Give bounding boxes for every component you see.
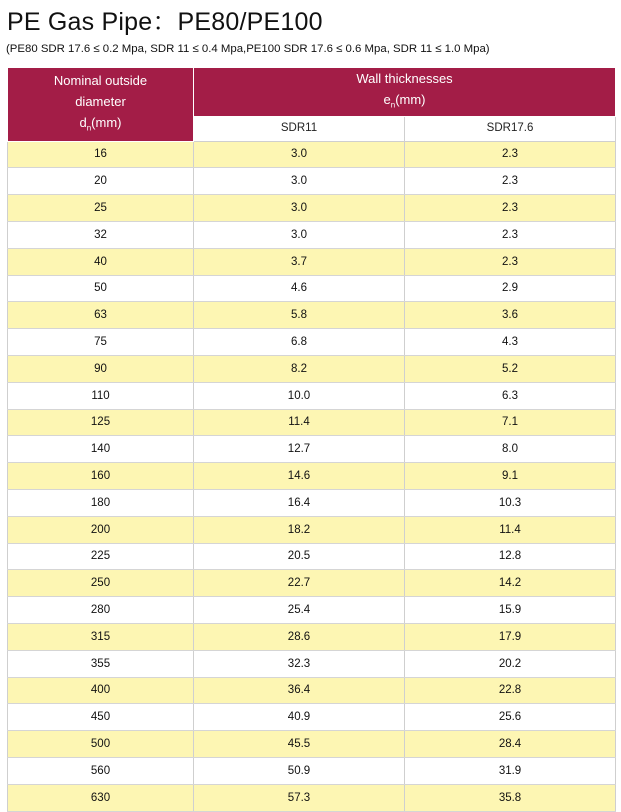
sdr11-cell: 4.6 [194,275,405,302]
nominal-diameter-header-line2: diameter [75,94,126,109]
table-row [8,677,616,704]
sdr11-cell: 50.9 [194,757,405,784]
diameter-cell: 90 [8,355,194,382]
table-row [8,731,616,758]
sdr11-cell: 14.6 [194,463,405,490]
table-row [8,650,616,677]
sdr11-cell: 3.0 [194,221,405,248]
sdr176-cell: 25.6 [405,704,616,731]
diameter-cell: 20 [8,168,194,195]
table-row [8,409,616,436]
table-row [8,784,616,811]
sdr11-cell: 36.4 [194,677,405,704]
table-row [8,704,616,731]
diameter-cell: 280 [8,597,194,624]
sdr11-cell: 28.6 [194,623,405,650]
sdr176-cell: 6.3 [405,382,616,409]
sdr176-cell: 11.4 [405,516,616,543]
diameter-cell: 16 [8,141,194,168]
sdr176-cell: 31.9 [405,757,616,784]
table-row [8,382,616,409]
sdr176-cell: 2.3 [405,168,616,195]
sdr176-cell: 10.3 [405,489,616,516]
diameter-cell: 630 [8,784,194,811]
table-row [8,302,616,329]
diameter-cell: 450 [8,704,194,731]
sdr11-cell: 18.2 [194,516,405,543]
table-row [8,221,616,248]
diameter-cell: 225 [8,543,194,570]
thickness-symbol-subscript: n [390,100,396,110]
diameter-cell: 32 [8,221,194,248]
sdr11-cell: 11.4 [194,409,405,436]
diameter-cell: 355 [8,650,194,677]
sdr11-cell: 5.8 [194,302,405,329]
sdr11-cell: 16.4 [194,489,405,516]
sdr11-cell: 25.4 [194,597,405,624]
diameter-cell: 50 [8,275,194,302]
sdr176-cell: 3.6 [405,302,616,329]
sdr11-cell: 32.3 [194,650,405,677]
sdr11-cell: 6.8 [194,329,405,356]
diameter-cell: 40 [8,248,194,275]
thickness-symbol: e [383,92,391,107]
sdr11-header: SDR11 [194,116,405,141]
wall-thickness-header-unit [194,89,615,116]
diameter-cell: 400 [8,677,194,704]
thickness-unit: (mm) [395,92,426,107]
table-row [8,168,616,195]
diameter-cell: 140 [8,436,194,463]
sdr176-cell: 7.1 [405,409,616,436]
diameter-cell: 315 [8,623,194,650]
sdr11-cell: 3.0 [194,141,405,168]
table-row [8,543,616,570]
sdr176-cell: 2.3 [405,248,616,275]
sdr176-cell: 22.8 [405,677,616,704]
diameter-cell: 200 [8,516,194,543]
sdr11-cell: 45.5 [194,731,405,758]
table-row [8,275,616,302]
diameter-cell: 63 [8,302,194,329]
table-row [8,248,616,275]
wall-thickness-header-label: Wall thicknesses [356,71,453,86]
sdr11-cell: 3.0 [194,168,405,195]
wall-thickness-table [7,67,616,812]
diameter-cell: 250 [8,570,194,597]
sdr176-cell: 14.2 [405,570,616,597]
table-row [8,516,616,543]
diameter-cell: 75 [8,329,194,356]
sdr176-cell: 2.3 [405,141,616,168]
sdr176-cell: 28.4 [405,731,616,758]
sdr176-cell: 12.8 [405,543,616,570]
sdr11-cell: 12.7 [194,436,405,463]
nominal-diameter-header [8,68,194,142]
sdr11-cell: 3.0 [194,195,405,222]
diameter-cell: 25 [8,195,194,222]
diameter-cell: 160 [8,463,194,490]
table-row [8,757,616,784]
sdr11-cell: 10.0 [194,382,405,409]
sdr11-cell: 22.7 [194,570,405,597]
table-row [8,623,616,650]
diameter-cell: 180 [8,489,194,516]
diameter-unit: (mm) [91,115,122,130]
sdr176-cell: 8.0 [405,436,616,463]
table-row [8,463,616,490]
diameter-symbol-subscript: n [86,123,92,133]
sdr11-cell: 3.7 [194,248,405,275]
table-row [8,570,616,597]
table-row [8,195,616,222]
sdr176-cell: 2.3 [405,195,616,222]
table-row [8,597,616,624]
diameter-symbol: d [79,115,87,130]
sdr11-cell: 8.2 [194,355,405,382]
sdr11-cell: 40.9 [194,704,405,731]
nominal-diameter-header-line1: Nominal outside [53,73,148,88]
sdr176-cell: 2.3 [405,221,616,248]
wall-thickness-header [194,68,616,117]
diameter-cell: 560 [8,757,194,784]
diameter-cell: 125 [8,409,194,436]
sdr176-cell: 20.2 [405,650,616,677]
sdr176-cell: 9.1 [405,463,616,490]
sdr176-header: SDR17.6 [405,116,616,141]
table-row [8,489,616,516]
nominal-diameter-header-unit [8,112,193,139]
sdr176-cell: 5.2 [405,355,616,382]
sdr176-cell: 35.8 [405,784,616,811]
table-row [8,329,616,356]
sdr176-cell: 4.3 [405,329,616,356]
sdr176-cell: 15.9 [405,597,616,624]
page-title: PE Gas Pipe：PE80/PE100 [7,8,323,36]
table-row [8,141,616,168]
sdr11-cell: 20.5 [194,543,405,570]
pressure-rating-note: (PE80 SDR 17.6 ≤ 0.2 Mpa, SDR 11 ≤ 0.4 Mpa,PE100 SDR 17.6 ≤ 0.6 Mpa, SDR 11 ≤ 1.0 Mpa) [6,43,490,55]
sdr176-cell: 2.9 [405,275,616,302]
sdr176-cell: 17.9 [405,623,616,650]
sdr11-cell: 57.3 [194,784,405,811]
table-body [8,141,616,811]
table-row [8,355,616,382]
diameter-cell: 500 [8,731,194,758]
diameter-cell: 110 [8,382,194,409]
table-row [8,436,616,463]
